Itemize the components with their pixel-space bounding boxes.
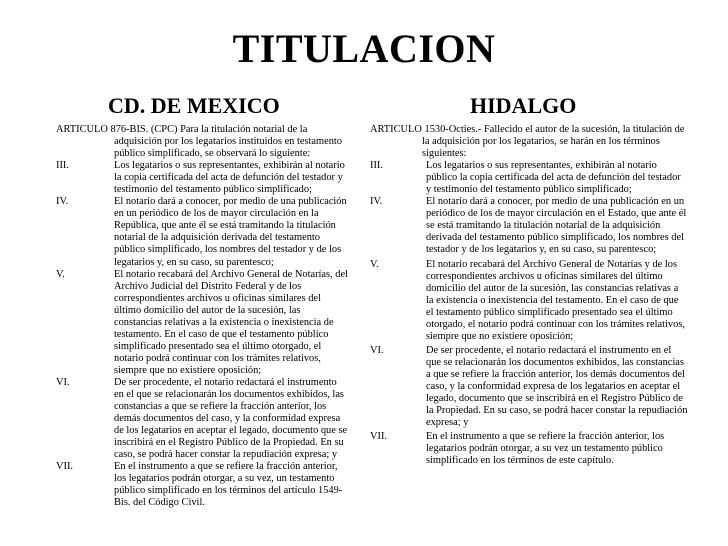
item-text: El notario dará a conocer, por medio de una publicación en un periódico de los de mayor circulación en la República, que ante él se está tramitando la titulación notarial de la adquisición derivada del testamento público simplificado, los nombres del testador y de los legatarios y, en su caso, su parentesco; (114, 196, 347, 268)
slide-title: TITULACION (232, 26, 496, 71)
right-item (370, 196, 688, 256)
item-number: VI. (370, 344, 384, 356)
item-number: III. (56, 160, 69, 172)
item-text: El notario recabará del Archivo General de Notarías y de los correspondientes archivos u oficinas similares del último domicilio del autor de la sucesión, las constancias relativas a la existencia o inexistencia del testamento. En el caso de que el testamento público simplificado presentado sea el último otorgado, el notario podrá continuar con los trámites relativos, siempre que no existiere oposición; (426, 258, 685, 342)
item-number: IV. (370, 196, 383, 208)
item-number: IV. (56, 196, 69, 208)
item-number: V. (370, 258, 379, 270)
left-item (56, 269, 348, 377)
left-column-heading: CD. DE MEXICO (108, 93, 280, 118)
right-article-intro: ARTICULO 1530-Octies.- Fallecido el autor de la sucesión, la titulación de la adquisición por los legatarios, se harán en los términos siguientes: (370, 124, 685, 160)
right-column-heading: HIDALGO (470, 93, 577, 118)
left-item (56, 160, 348, 196)
left-column (56, 124, 348, 510)
left-article-intro: ARTICULO 876-BIS. (CPC) Para la titulación notarial de la adquisición por los legatarios instituidos en testamento público simplificado, se observará lo siguiente: (56, 124, 342, 160)
item-text: El notario recabará del Archivo General de Notarías, del Archivo Judicial del Distrito Federal y de los correspondientes archivos u oficinas similares del último domicilio del autor de la sucesión, las constancias relativas a la existencia o inexistencia de testamento. En el caso de que el testamento público simplificado presentado sea el último otorgado, el notario podrá continuar con los trámites relativos, siempre que no existiere oposición; (114, 268, 348, 376)
item-text: El notario dará a conocer, por medio de una publicación en un periódico de los de mayor circulación en el Estado, que ante él se está tramitando la titulación notarial de la adquisición derivada del testamento público simplificado, los nombres del testador y de los legatarios y, en su caso, su parentesco; (426, 196, 687, 256)
item-number: VI. (56, 376, 70, 388)
left-item (56, 461, 348, 509)
item-text: Los legatarios o sus representantes, exhibirán al notario público la copia certificada del acta de defunción del testador y testimonio del testamento público simplificado; (426, 160, 681, 196)
item-text: En el instrumento a que se refiere la fracción anterior, los legatarios podrán otorgar, a su vez un testamento público simplificado en los términos de este capítulo. (426, 431, 665, 467)
item-number: VII. (370, 431, 388, 443)
item-text: En el instrumento a que se refiere la fracción anterior, los legatarios podrán otorgar, a su vez, un testamento público simplificado en los términos del artículo 1549-Bis. del Código Civil. (114, 461, 343, 509)
item-text: De ser procedente, el notario redactará el instrumento en el que se relacionarán los documentos exhibidos, las constancias a que se refiere la fracción anterior, los demás documentos del caso, y la conformidad expresa de los legatarios en aceptar el legado, documento que se inscribirá en el Registro Público de la Propiedad. En su caso, se podrá hacer constar la repudiación expresa; y (426, 344, 688, 429)
item-number: III. (370, 160, 383, 172)
right-item (370, 160, 688, 196)
right-item (370, 431, 688, 467)
item-number: V. (56, 268, 65, 280)
left-item (56, 377, 348, 461)
item-text: Los legatarios o sus representantes, exhibirán al notario la copia certificada del acta de defunción del testador y testimonio del testamento público simplificado; (114, 160, 345, 196)
item-number: VII. (56, 461, 74, 473)
right-item (370, 345, 688, 429)
item-text: De ser procedente, el notario redactará el instrumento en el que se relacionarán los documentos exhibidos, las constancias a que se refiere la fracción anterior, los demás documentos del caso, y la conformidad expresa de los legatarios en aceptar el legado, documento que se inscribirá en el Registro Público de la Propiedad. En su caso, se podrá hacer constar la repudiación expresa; y (114, 376, 348, 461)
left-item (56, 196, 348, 268)
right-item (370, 259, 688, 343)
right-column (370, 124, 688, 467)
